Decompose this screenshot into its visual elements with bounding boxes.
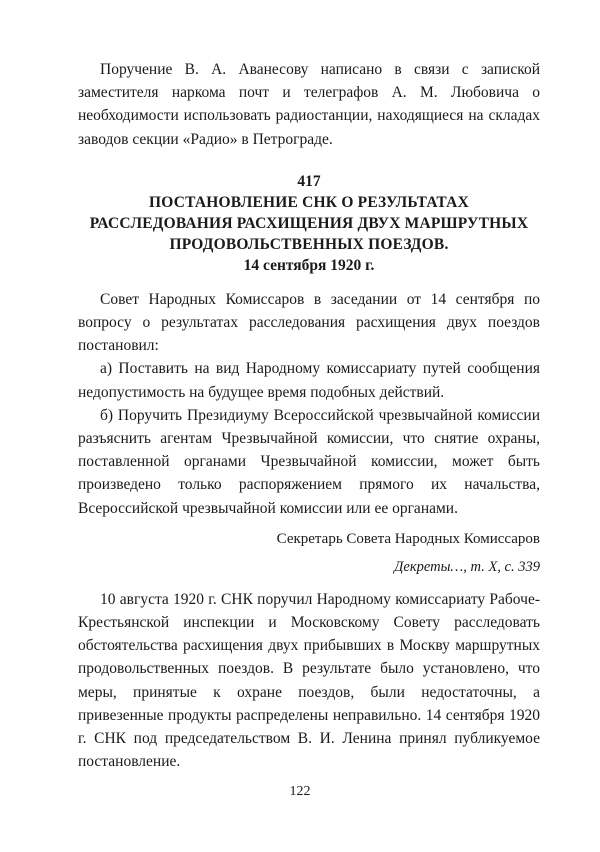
signature-line: Секретарь Совета Народных Комиссаров	[276, 530, 540, 547]
document-title: ПОСТАНОВЛЕНИЕ СНК О РЕЗУЛЬТАТАХ РАССЛЕДОВАНИЯ РАСХИЩЕНИЯ ДВУХ МАРШРУТНЫХ ПРОДОВОЛЬСТВЕННЫХ ПОЕЗДОВ.	[89, 193, 529, 253]
intro-paragraph: Поручение В. А. Аванесову написано в связи с запиской заместителя наркома почт и телеграфов А. М. Любовича о необходимости использовать радиостанции, находящиеся на складах заводов секции «Радио» в Петрограде.	[78, 61, 540, 148]
document-date: 14 сентября 1920 г.	[243, 256, 375, 274]
page-number: 122	[289, 784, 311, 799]
document-paragraph-a: а) Поставить на вид Народному комиссариату путей сообщения недопустимость на будущее время подобных действий.	[78, 360, 540, 401]
source-citation: Декреты…, т. X, с. 339	[394, 558, 540, 575]
document-paragraph-b: б) Поручить Президиуму Всероссийской чрезвычайной комиссии разъяснить агентам Чрезвычайной комиссии, что снятие охраны, поставленной органами Чрезвычайной комиссии, может быть произведено только распоряжением прямого их начальства, Всероссийской чрезвычайной комиссии или ее органами.	[78, 406, 540, 517]
document-number: 417	[297, 172, 321, 190]
document-heading	[78, 171, 540, 276]
document-paragraph-preamble: Совет Народных Комиссаров в заседании от 14 сентября по вопросу о результатах расследования расхищения двух поездов постановил:	[78, 290, 540, 355]
page-content	[78, 58, 540, 773]
commentary-paragraph: 10 августа 1920 г. СНК поручил Народному комиссариату Рабоче-Крестьянской инспекции и Московскому Совету расследовать обстоятельства расхищения двух прибывших в Москву маршрутных продовольственных поездов. В результате было установлено, что меры, принятые к охране поездов, были недостаточны, а привезенные продукты распределены неправильно. 14 сентября 1920 г. СНК под председательством В. И. Ленина принял публикуемое постановление.	[78, 590, 540, 771]
